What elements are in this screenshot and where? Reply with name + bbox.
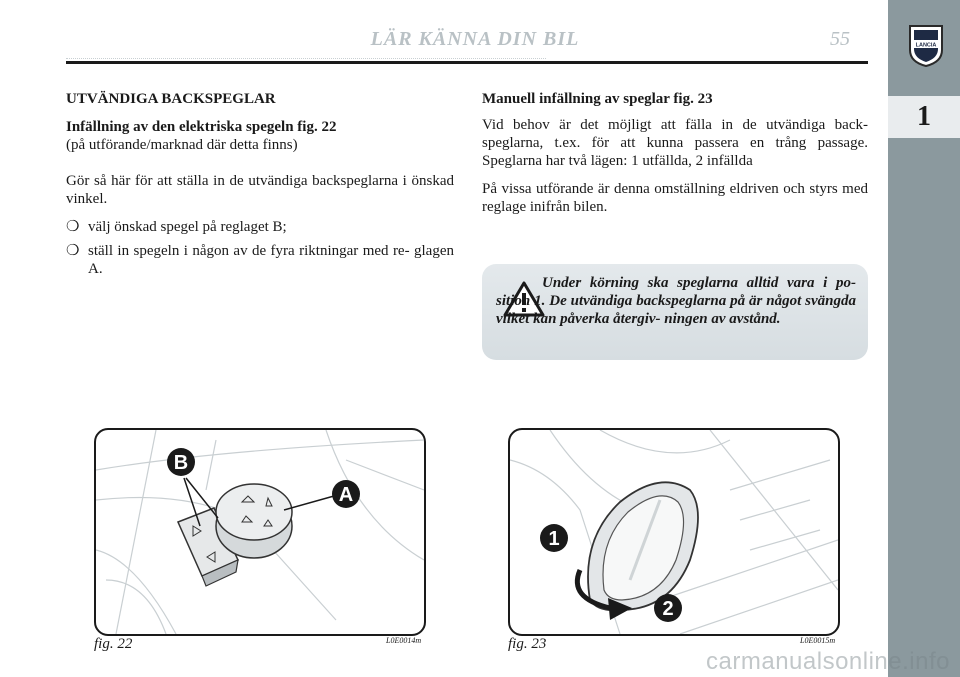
subsection-title-manual: Manuell infällning av speglar fig. 23 <box>482 91 713 107</box>
left-column <box>66 90 454 284</box>
figure-22-code: L0E0014m <box>386 636 422 645</box>
callout-2: 2 <box>662 598 674 620</box>
list-item <box>66 242 454 278</box>
list-item-text: välj önskad spegel på reglaget B; <box>88 219 287 235</box>
figure-22 <box>94 428 426 636</box>
section-title: UTVÄNDIGA BACKSPEGLAR <box>66 91 276 107</box>
mirror-fold-illustration <box>510 430 838 634</box>
warning-box <box>482 264 868 360</box>
page-number: 55 <box>830 28 850 50</box>
electric-paragraph: På vissa utförande är denna omställning eldriven och styrs med reglage inifrån bilen. <box>482 181 868 215</box>
bullet-icon: ❍ <box>66 243 80 259</box>
callout-1: 1 <box>548 528 560 550</box>
adjust-knob-a <box>216 484 292 558</box>
mirror-control-illustration <box>96 430 424 634</box>
watermark-text: carmanualsonline.info <box>706 648 950 675</box>
callout-a: A <box>338 484 354 506</box>
subsection-title: Infällning av den elektriska spegeln fig. 22 <box>66 119 337 135</box>
right-column <box>482 90 868 226</box>
figure-23-label: fig. 23 <box>508 636 547 652</box>
running-header-title: LÄR KÄNNA DIN BIL <box>370 28 580 50</box>
header-dotted-rule <box>66 58 546 60</box>
side-mirror <box>588 482 698 610</box>
chapter-tab[interactable]: 1 <box>888 96 960 138</box>
lancia-logo-icon <box>906 22 946 68</box>
list-item <box>66 218 454 236</box>
intro-paragraph: Gör så här för att ställa in de utvändiga backspeglarna i önskad vinkel. <box>66 173 454 207</box>
figure-22-label: fig. 22 <box>94 636 133 652</box>
header-rule <box>66 61 868 64</box>
bullet-icon: ❍ <box>66 219 80 235</box>
figure-23-code: L0E0015m <box>800 636 836 645</box>
warning-text: Under körning ska speglarna alltid vara i po- sition 1. De utvändiga backspeglarna på är något svängda vilket kan påverka återgiv- ningen av avstånd. <box>496 275 856 327</box>
figure-23 <box>508 428 840 636</box>
logo-lettering: LANCIA <box>915 42 937 49</box>
list-item-text: ställ in spegeln i någon av de fyra riktningar med re- glagen A. <box>88 243 454 277</box>
subsection-note: (på utförande/marknad där detta finns) <box>66 137 298 153</box>
manual-paragraph: Vid behov är det möjligt att fälla in de utvändiga back- speglarna, t.ex. för att kunna passera en trång passage. Speglarna har två lägen: 1 utfällda, 2 infällda <box>482 117 868 169</box>
callout-b: B <box>173 452 189 474</box>
